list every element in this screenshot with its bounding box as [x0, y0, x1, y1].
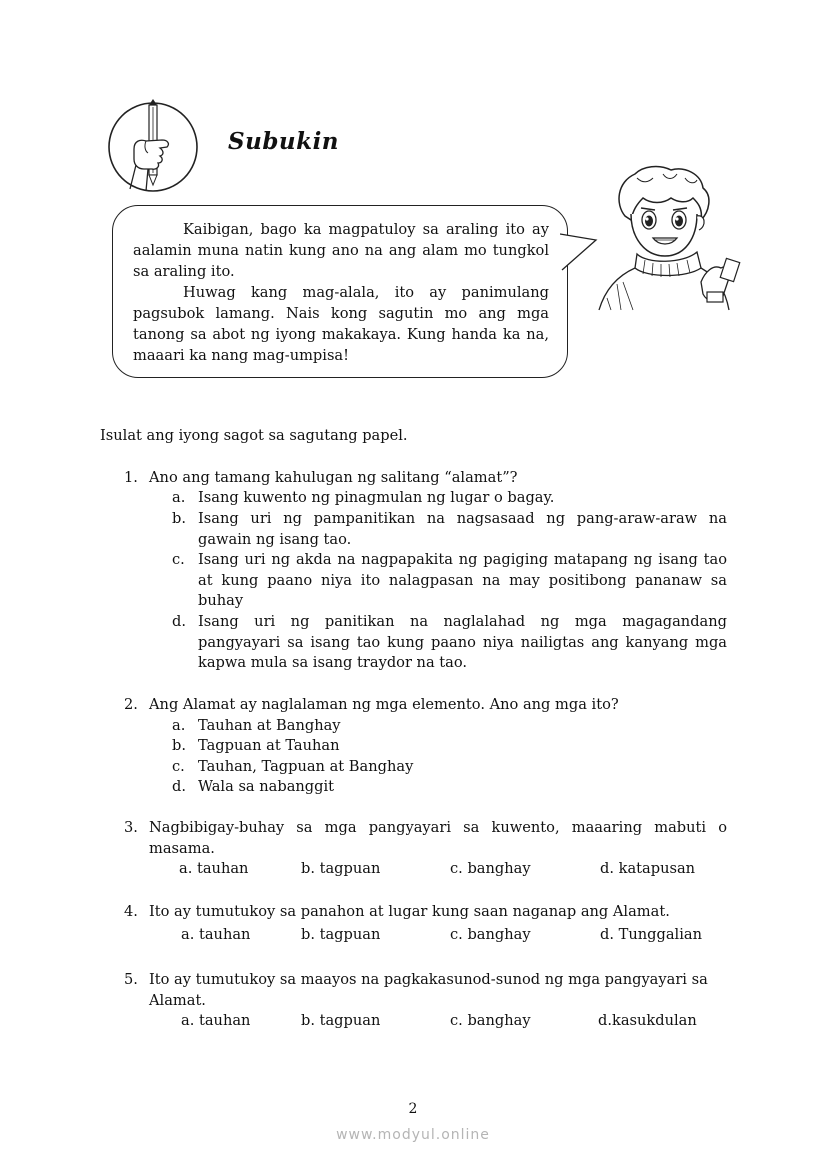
option-3c: c. banghay — [450, 860, 531, 877]
option-text: Isang uri ng akda na nagpapakita ng pagiging matapang ng isang tao at kung paano niya ito nalagpasan na may positibong pananaw sa buhay — [198, 551, 727, 610]
option-letter: c. — [172, 758, 185, 775]
bubble-paragraph-1: Kaibigan, bago ka magpatuloy sa araling ito ay aalamin muna natin kung ano na ang alam mo tungkol sa araling ito. — [133, 221, 549, 280]
option-1b — [172, 509, 727, 550]
option-1d — [172, 612, 727, 674]
page-number: 2 — [408, 1101, 418, 1117]
option-2c — [172, 757, 727, 778]
option-1c — [172, 550, 727, 612]
option-4a: a. tauhan — [181, 926, 251, 943]
option-1a — [172, 488, 727, 509]
watermark: www.modyul.online — [336, 1127, 490, 1143]
option-text: Tauhan, Tagpuan at Banghay — [198, 758, 414, 775]
question-number: 2. — [124, 696, 138, 713]
option-4c: c. banghay — [450, 926, 531, 943]
option-text: Tagpuan at Tauhan — [198, 737, 340, 754]
bubble-paragraph-2: Huwag kang mag-alala, ito ay panimulang pagsubok lamang. Nais kong sagutin mo ang mga tanong sa abot ng iyong makakaya. Kung handa ka na, maaari ka nang mag-umpisa! — [133, 284, 549, 364]
question-text: Ito ay tumutukoy sa panahon at lugar kung saan naganap ang Alamat. — [149, 903, 670, 920]
option-text: Tauhan at Banghay — [198, 717, 341, 734]
option-5b: b. tagpuan — [301, 1012, 381, 1029]
option-letter: d. — [172, 778, 186, 795]
option-letter: a. — [172, 489, 186, 506]
option-text: Isang uri ng pampanitikan na nagsasaad ng pang-araw-araw na gawain ng isang tao. — [198, 510, 727, 548]
instruction-text: Isulat ang iyong sagot sa sagutang papel. — [100, 427, 408, 444]
question-number: 1. — [124, 469, 138, 486]
section-title: Subukin — [228, 128, 340, 155]
bubble-tail — [560, 226, 600, 272]
option-4d: d. Tunggalian — [600, 926, 702, 943]
question-number: 3. — [124, 819, 138, 836]
option-5c: c. banghay — [450, 1012, 531, 1029]
option-2d — [172, 777, 727, 798]
option-letter: a. — [172, 717, 186, 734]
option-letter: c. — [172, 551, 185, 568]
option-text: Isang kuwento ng pinagmulan ng lugar o bagay. — [198, 489, 555, 506]
question-text: Ano ang tamang kahulugan ng salitang “alamat”? — [149, 469, 518, 486]
option-3d: d. katapusan — [600, 860, 696, 877]
question-text-line-2: masama. — [149, 840, 215, 857]
option-text: Isang uri ng panitikan na naglalahad ng mga magagandang pangyayari sa isang tao kung paano niya nailigtas ang kanyang mga kapwa mula sa isang traydor na tao. — [198, 613, 727, 672]
option-5a: a. tauhan — [181, 1012, 251, 1029]
speech-bubble — [112, 205, 568, 378]
option-4b: b. tagpuan — [301, 926, 381, 943]
option-letter: b. — [172, 510, 186, 527]
option-5d: d.kasukdulan — [598, 1012, 697, 1029]
question-number: 5. — [124, 971, 138, 988]
option-2a — [172, 716, 727, 737]
hand-holding-pencil-icon — [104, 99, 202, 195]
question-text-line-1: Ito ay tumutukoy sa maayos na pagkakasunod-sunod ng mga pangyayari sa — [149, 971, 708, 988]
student-boy-illustration — [597, 164, 747, 312]
option-2b — [172, 736, 727, 757]
option-letter: b. — [172, 737, 186, 754]
question-number: 4. — [124, 903, 138, 920]
question-text-line-2: Alamat. — [149, 992, 206, 1009]
option-3b: b. tagpuan — [301, 860, 381, 877]
question-text: Ang Alamat ay naglalaman ng mga elemento. Ano ang mga ito? — [149, 696, 619, 713]
option-text: Wala sa nabanggit — [198, 778, 335, 795]
option-letter: d. — [172, 613, 186, 630]
option-3a: a. tauhan — [179, 860, 249, 877]
question-text-line-1: Nagbibigay-buhay sa mga pangyayari sa kuwento, maaaring mabuti o — [149, 819, 727, 836]
